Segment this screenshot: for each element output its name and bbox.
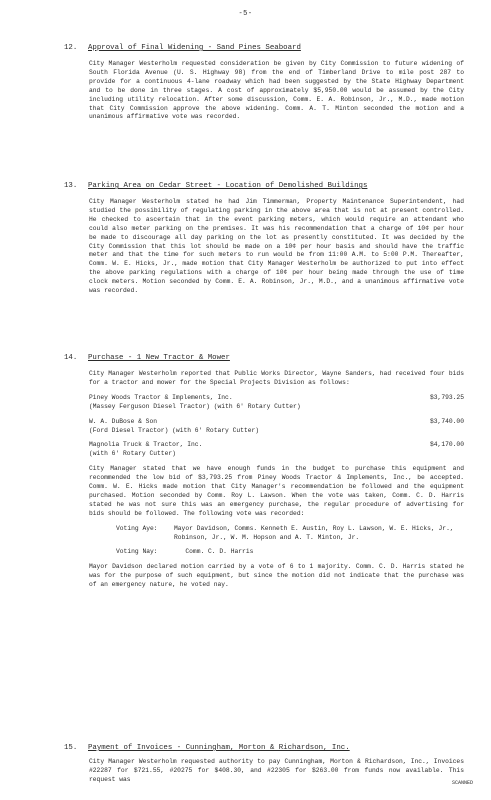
bid-spec: (Ford Diesel Tractor) (with 6' Rotary Cutter): [89, 426, 260, 434]
bid-row: [89, 418, 464, 436]
item-number: 13.: [64, 182, 78, 190]
vote-yeas-names: Mayor Davidson, Comms. Kenneth E. Austin, Roy L. Lawson, W. E. Hicks, Jr., Robinson, Jr., W. M. Hopson and A. T. Minton, Jr.: [174, 524, 454, 541]
bid-amount: $4,170.00: [429, 441, 464, 449]
agenda-item-14: [64, 352, 464, 590]
bid-row: [89, 441, 464, 459]
bid-amount: $3,740.00: [429, 417, 464, 425]
bid-spec: (with 6' Rotary Cutter): [89, 450, 176, 458]
agenda-item-15: [64, 742, 464, 785]
item-title: Approval of Final Widening - Sand Pines Seaboard: [88, 44, 301, 52]
item-heading: [64, 42, 464, 54]
agenda-item-13: [64, 180, 464, 296]
footer-mark: SCANNED: [452, 780, 474, 786]
item-title: Payment of Invoices - Cunningham, Morton & Richardson, Inc.: [88, 744, 350, 752]
item-body: City Manager Westerholm requested consideration be given by City Commission to future widening of South Florida Avenue (U. S. Highway 98) from the end of Timberland Drive to mile post 287 to provide for a continuous 4-lane roadway which had been suggested by the State Highway Department and to be done in three stages. A cost of approximately $5,950.00 would be assumed by the City including utility relocation. After some discussion, Comm. E. A. Robinson, Jr., M.D., made motion that City Commission approve the above widening. Comm. A. T. Minton seconded the motion and a unanimous affirmative vote was recorded.: [89, 60, 464, 121]
item-body: City Manager Westerholm stated he had Jim Timmerman, Property Maintenance Superintendent, had studied the possibility of regulating parking in the above area that is not at present controlled. He checked to ascertain that in the event parking meters, which would require an attendant who could also meter parking on the premises. It was his recommendation that a charge of 10¢ per hour be made to discourage all day parking on the lot as presently constituted. It was decided by the City Commission that this lot should be made on a 10¢ per hour basis and should have the traffic meter and that the time for such meters to run would be from 11:00 A.M. to 5:00 P.M. Thereafter, Comm. W. E. Hicks, Jr., made motion that City Manager Westerholm be authorized to put into effect the above parking regulations with a charge of 10¢ per hour being made through the use of time clock meters. Motion seconded by Comm. E. A. Robinson, Jr., M.D., and a unanimous affirmative vote was recorded.: [89, 198, 464, 295]
item-number: 14.: [64, 354, 78, 362]
page-number: -5-: [238, 10, 253, 18]
vote-yeas-label: Voting Aye:: [116, 524, 158, 532]
item-title: Parking Area on Cedar Street - Location of Demolished Buildings: [88, 182, 368, 190]
vote-nays-label: Voting Nay:: [116, 548, 158, 556]
item-body: City Manager Westerholm reported that Public Works Director, Wayne Sanders, had received four bids for a tractor and mower for the Special Projects Division as follows:: [89, 370, 464, 386]
bid-vendor: Magnolia Truck & Tractor, Inc.: [89, 441, 203, 449]
bid-row: [89, 394, 464, 412]
item-title: Purchase - 1 New Tractor & Mower: [88, 354, 230, 362]
bid-amount: $3,793.25: [429, 393, 464, 401]
vote-nays-names: Comm. C. D. Harris: [185, 548, 254, 556]
item-heading: [64, 180, 464, 192]
item-body-closing: Mayor Davidson declared motion carried by a vote of 6 to 1 majority. Comm. C. D. Harris stated he was for the purpose of such equipment, but since the motion did not indicate that the purchase was of an emergency nature, he voted nay.: [89, 563, 464, 589]
vote-nays: [116, 548, 464, 557]
item-heading: [64, 352, 464, 364]
bid-vendor: Piney Woods Tractor & Implements, Inc.: [89, 393, 233, 401]
agenda-item-12: [64, 42, 464, 122]
item-number: 15.: [64, 744, 78, 752]
bid-spec: (Massey Ferguson Diesel Tractor) (with 6' Rotary Cutter): [89, 402, 301, 410]
item-body-continued: City Manager stated that we have enough funds in the budget to purchase this equipment and recommended the low bid of $3,793.25 from Piney Woods Tractor & Implements, Inc., be accepted. Comm. W. E. Hicks made motion that City Manager's recommendation be followed and the equipment purchased. Motion seconded by Comm. Roy L. Lawson. When the vote was taken, Comm. C. D. Harris stated he was not sure this was an emergency purchase, the regular procedure of advertising for bids should be followed. The following vote was recorded:: [89, 465, 464, 517]
bid-table: [89, 394, 464, 459]
bid-vendor: W. A. DuBose & Son: [89, 417, 158, 425]
vote-yeas: [116, 525, 464, 543]
item-heading: [64, 742, 464, 754]
item-number: 12.: [64, 44, 78, 52]
item-body: City Manager Westerholm requested authority to pay Cunningham, Morton & Richardson, Inc., Invoices #22287 for $721.55, #20275 for $408.30, and #22305 for $263.00 from funds now available. This request was: [89, 758, 464, 783]
